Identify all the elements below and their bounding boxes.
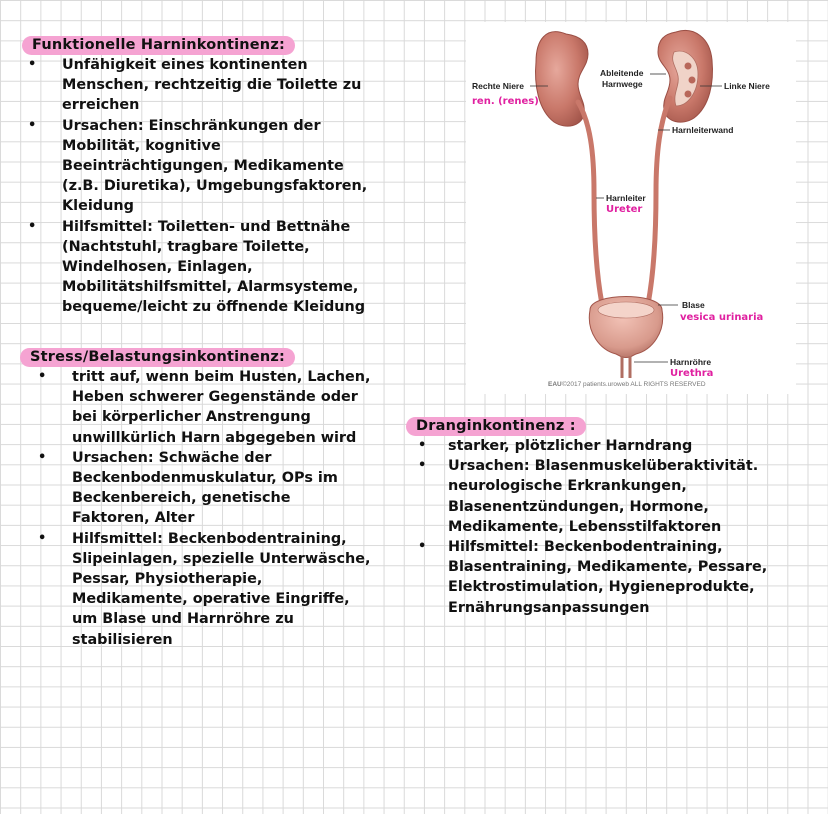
urge-item-3 bbox=[418, 537, 768, 618]
heading-functional: Funktionelle Harninkontinenz: bbox=[22, 36, 295, 55]
text-line: Mobilität, kognitive bbox=[62, 137, 221, 154]
text-line: Ursachen: Blasenmuskelüberaktivität. bbox=[448, 458, 759, 475]
label-right-kidney: Rechte Niere bbox=[472, 81, 524, 91]
bullet-icon: • bbox=[28, 218, 37, 234]
urge-list bbox=[418, 436, 768, 618]
bullet-icon: • bbox=[38, 369, 47, 384]
text-line: Beeinträchtigungen, Medikamente bbox=[62, 158, 344, 175]
text-line: Blasentraining, Medikamente, Pessare, bbox=[448, 559, 768, 576]
calyx-shape bbox=[689, 77, 696, 84]
heading-urge: Dranginkontinenz : bbox=[406, 417, 586, 436]
text-line: Hilfsmittel: Beckenbodentraining, bbox=[72, 530, 347, 547]
functional-item-2 bbox=[28, 116, 368, 217]
text-line: Elektrostimulation, Hygieneprodukte, bbox=[448, 579, 755, 596]
urge-item-2 bbox=[418, 456, 767, 537]
urge-item-1 bbox=[418, 436, 767, 456]
text-line: (Nachtstuhl, tragbare Toilette, bbox=[62, 238, 310, 255]
label-draining-tract-2: Harnwege bbox=[602, 79, 643, 89]
bullet-icon: • bbox=[38, 449, 47, 465]
stress-item-3 bbox=[38, 529, 371, 650]
bullet-icon: • bbox=[418, 458, 427, 474]
right-kidney-shape bbox=[536, 32, 588, 126]
section-urge-incontinence bbox=[406, 415, 767, 618]
urinary-tract-diagram bbox=[466, 22, 796, 394]
left-ureter-shape bbox=[648, 98, 670, 304]
text-line: erreichen bbox=[62, 97, 140, 114]
text-line: Beckenbodenmuskulatur, OPs im bbox=[72, 470, 338, 487]
stress-item-1 bbox=[38, 367, 371, 448]
text-line: Menschen, rechtzeitig die Toilette zu bbox=[62, 77, 362, 94]
calyx-shape bbox=[685, 63, 692, 70]
label-draining-tract-1: Ableitende bbox=[600, 68, 644, 78]
text-line: stabilisieren bbox=[72, 631, 173, 648]
text-line: Windelhosen, Einlagen, bbox=[62, 259, 253, 276]
label-left-kidney: Linke Niere bbox=[724, 81, 770, 91]
bullet-icon: • bbox=[38, 530, 47, 546]
text-line: Kleidung bbox=[62, 198, 134, 215]
functional-list bbox=[28, 55, 368, 318]
label-ureter: Harnleiter bbox=[606, 193, 646, 203]
urethra-shape bbox=[622, 356, 630, 378]
section-stress-incontinence bbox=[20, 346, 370, 650]
text-line: Slipeinlagen, spezielle Unterwäsche, bbox=[72, 550, 371, 567]
label-bladder-latin: vesica urinaria bbox=[680, 312, 764, 323]
functional-item-1 bbox=[28, 55, 367, 116]
text-line: starker, plötzlicher Harndrang bbox=[448, 438, 693, 454]
label-right-kidney-latin: ren. (renes) bbox=[472, 96, 539, 107]
calyx-shape bbox=[685, 91, 692, 98]
label-ureter-latin: Ureter bbox=[606, 204, 643, 215]
text-line: Hilfsmittel: Beckenbodentraining, bbox=[448, 539, 723, 556]
text-line: Pessar, Physiotherapie, bbox=[72, 571, 263, 588]
bladder-inner-shape bbox=[598, 302, 654, 318]
text-line: Heben schwerer Gegenstände oder bbox=[72, 389, 358, 406]
text-line: unwillkürlich Harn abgegeben wird bbox=[72, 429, 357, 446]
stress-list bbox=[38, 367, 371, 650]
urinary-tract-svg bbox=[466, 22, 796, 394]
text-line: Ernährungsanpassungen bbox=[448, 599, 650, 616]
text-line: (z.B. Diuretika), Umgebungsfaktoren, bbox=[62, 178, 368, 195]
bullet-icon: • bbox=[28, 117, 37, 133]
text-line: Medikamente, Lebensstilfaktoren bbox=[448, 518, 722, 535]
text-line: Blasenentzündungen, Hormone, bbox=[448, 498, 709, 515]
right-ureter-shape bbox=[578, 102, 602, 304]
stress-item-2 bbox=[38, 448, 370, 529]
text-line: tritt auf, wenn beim Husten, Lachen, bbox=[72, 369, 371, 385]
label-urethra-latin: Urethra bbox=[670, 368, 714, 379]
bullet-icon: • bbox=[28, 57, 37, 72]
label-copyright: ©2017 patients.uroweb ALL RIGHTS RESERVED bbox=[562, 381, 706, 388]
text-line: Medikamente, operative Eingriffe, bbox=[72, 591, 350, 608]
text-line: Ursachen: Einschränkungen der bbox=[62, 117, 321, 134]
label-urethra: Harnröhre bbox=[670, 357, 712, 367]
section-functional-incontinence bbox=[22, 34, 367, 318]
bullet-icon: • bbox=[418, 438, 427, 453]
text-line: Beckenbereich, genetische bbox=[72, 490, 291, 507]
heading-stress: Stress/Belastungsinkontinenz: bbox=[20, 348, 295, 367]
text-line: bequeme/leicht zu öffnende Kleidung bbox=[62, 299, 366, 316]
text-line: Ursachen: Schwäche der bbox=[72, 449, 272, 466]
label-bladder: Blase bbox=[682, 300, 705, 310]
text-line: bei körperlicher Anstrengung bbox=[72, 409, 311, 426]
text-line: Mobilitätshilfsmittel, Alarmsysteme, bbox=[62, 279, 359, 296]
text-line: Faktoren, Alter bbox=[72, 510, 195, 527]
text-line: Unfähigkeit eines kontinenten bbox=[62, 57, 308, 73]
bullet-icon: • bbox=[418, 539, 427, 555]
functional-item-3 bbox=[28, 217, 367, 318]
label-ureter-wall: Harnleiterwand bbox=[672, 125, 734, 135]
eau-logo: EAU bbox=[548, 381, 562, 388]
text-line: Hilfsmittel: Toiletten- und Bettnähe bbox=[62, 218, 351, 235]
text-line: neurologische Erkrankungen, bbox=[448, 478, 687, 495]
text-line: um Blase und Harnröhre zu bbox=[72, 611, 294, 628]
